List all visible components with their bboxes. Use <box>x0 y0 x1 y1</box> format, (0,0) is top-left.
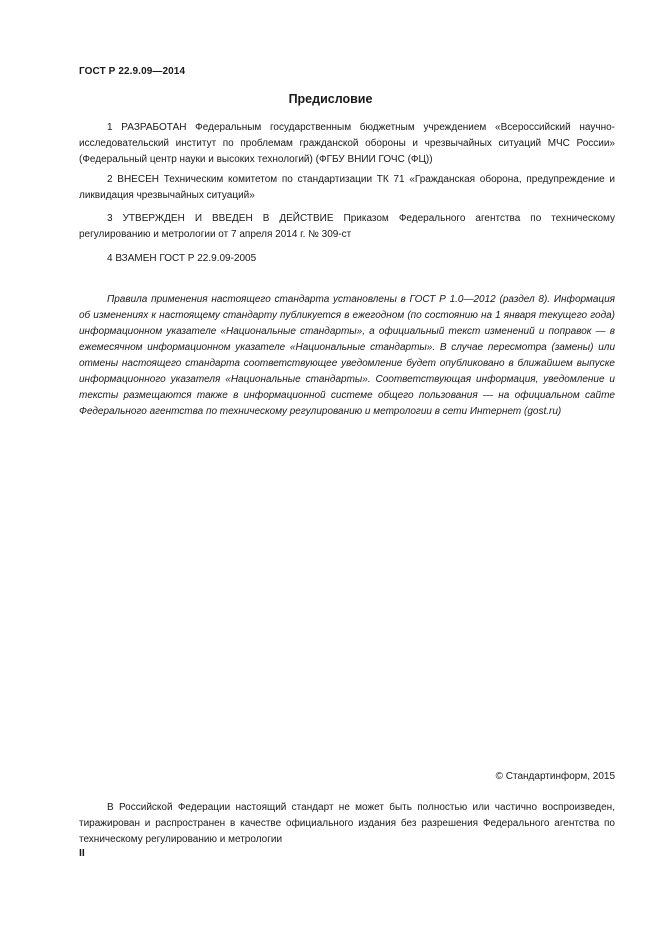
legal-notice: В Российской Федерации настоящий стандарт не может быть полностью или частично воспроизведен, тиражирован и распространен в качестве официального издания без разрешения Федерального агентства по техническому регулированию и метрологии <box>79 802 615 845</box>
application-rules-note: Правила применения настоящего стандарта установлены в ГОСТ Р 1.0—2012 (раздел 8). Информация об изменениях к настоящему стандарту публикуется в ежегодном (по состоянию на 1 января текущего года) информационном указателе «Национальные стандарты», а официальный текст изменений и поправок — в ежемесячном информационном указателе «Национальные стандарты». В случае пересмотра (замены) или отмены настоящего стандарта соответствующее уведомление будет опубликовано в ближайшем выпуске информационного указателя «Национальные стандарты». Соответствующая информация, уведомление и тексты размещаются также в информационной системе общего пользования — на официальном сайте Федерального агентства по техническому регулированию и метрологии в сети Интернет (gost.ru) <box>79 294 615 417</box>
page-title: Предисловие <box>288 92 373 106</box>
copyright-notice: © Стандартинформ, 2015 <box>495 771 615 782</box>
page-number: II <box>79 847 85 859</box>
paragraph-developed: 1 РАЗРАБОТАН Федеральным государственным бюджетным учреждением «Всероссийский научно-исследовательский институт по проблемам гражданской обороны и чрезвычайных ситуаций МЧС России» (Федеральный центр науки и высоких технологий) (ФГБУ ВНИИ ГОЧС (ФЦ)) <box>79 122 615 165</box>
paragraph-replaces: 4 ВЗАМЕН ГОСТ Р 22.9.09-2005 <box>107 253 257 264</box>
paragraph-approved: 3 УТВЕРЖДЕН И ВВЕДЕН В ДЕЙСТВИЕ Приказом Федерального агентства по техническому регулированию и метрологии от 7 апреля 2014 г. № 309-ст <box>79 213 615 240</box>
paragraph-introduced: 2 ВНЕСЕН Техническим комитетом по стандартизации ТК 71 «Гражданская оборона, предупреждение и ликвидация чрезвычайных ситуаций» <box>79 174 615 201</box>
document-code: ГОСТ Р 22.9.09—2014 <box>79 66 186 77</box>
